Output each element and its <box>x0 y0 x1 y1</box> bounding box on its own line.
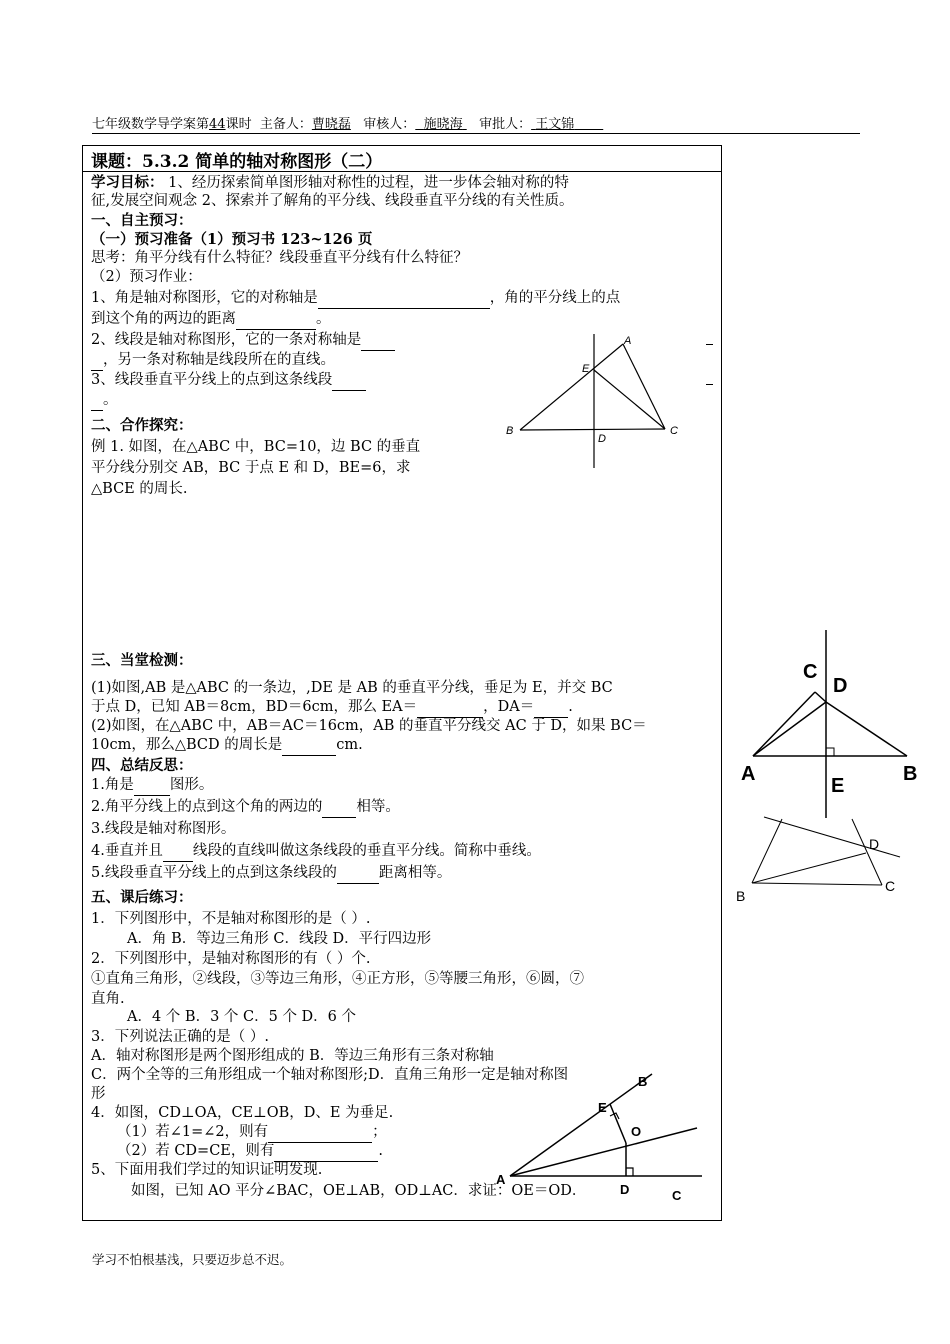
fig4-label-b: B <box>638 1074 648 1089</box>
worksheet-box <box>82 145 722 1221</box>
check-p1-cont: 于点 D，已知 AB＝8cm，BD＝6cm，那么 EA＝ ，DA＝ . <box>91 698 573 718</box>
example1-line1: 例 1. 如图，在△ABC 中，BC=10，边 BC 的垂直 <box>91 439 421 455</box>
example1-line2: 平分线分别交 AB，BC 于点 E 和 D，BE=6，求 <box>91 460 411 476</box>
check-p2: (2)如图，在△ABC 中，AB＝AC＝16cm，AB 的垂直平分线交 AC 于 D，如果 BC＝ <box>91 718 647 734</box>
angle-bisector-figure <box>492 1066 712 1206</box>
fig1-label-d: D <box>598 433 606 445</box>
exercise-1-options: A．角 B．等边三角形 C．线段 D．平行四边形 <box>127 931 432 947</box>
exercise-4-part1: （1）若∠1=∠2，则有 ； <box>117 1123 387 1143</box>
reviewer-name: 施晓海 <box>423 117 463 132</box>
preparer-label: 主备人： <box>259 117 312 132</box>
objectives-line2: 征,发展空间观念 2、探索并了解角的平分线、线段垂直平分线的有关性质。 <box>91 193 574 209</box>
lesson-title: 课题：5.3.2 简单的轴对称图形（二） <box>83 146 721 172</box>
reflect-5: 5.线段垂直平分线上的点到这条线段的 距离相等。 <box>91 864 451 884</box>
preview-q3: 3、线段垂直平分线上的点到这条线段 <box>91 371 366 391</box>
check-p1: (1)如图,AB 是△ABC 的一条边，,DE 是 AB 的垂直平分线，垂足为 E，并交 BC <box>91 680 613 696</box>
lesson-suffix: 课时 <box>225 117 252 132</box>
side-mark <box>706 384 713 385</box>
fig2-label-b: B <box>903 763 918 785</box>
check-p2-cont: 10cm，那么△BCD 的周长是 cm. <box>91 736 363 756</box>
fig4-label-o: O <box>631 1124 642 1139</box>
reflect-1: 1.角是 图形。 <box>91 776 213 796</box>
fig1-label-a: A <box>624 335 632 347</box>
preview-q1: 1、角是轴对称图形，它的对称轴是 ，角的平分线上的点 <box>91 289 620 309</box>
preview-q3-cont: 。 <box>91 391 118 411</box>
exercise-2: 2．下列图形中，是轴对称图形的有（ ）个. <box>91 951 371 967</box>
preview-prep: （一）预习准备（1）预习书 123~126 页 <box>91 231 373 248</box>
section4-heading: 四、总结反思： <box>91 757 193 774</box>
exercise-2-options: A．4 个 B．3 个 C．5 个 D．6 个 <box>127 1009 357 1025</box>
fig2-label-a: A <box>741 763 756 785</box>
section5-heading: 五、课后练习： <box>91 889 193 906</box>
fig1-label-c: C <box>670 425 678 437</box>
fig2-label-e: E <box>831 775 845 797</box>
approver-name: 王文锦 <box>535 117 575 132</box>
exercise-3-cd-cont: 形 <box>91 1086 106 1102</box>
side-mark <box>706 344 713 345</box>
fig1-label-b: B <box>506 425 514 437</box>
preview-q2-cont: ，另一条对称轴是线段所在的直线。 <box>91 351 335 371</box>
check-figure-1 <box>735 628 935 818</box>
fig4-label-e: E <box>598 1100 607 1115</box>
fig2-label-d: D <box>833 675 848 697</box>
check-figure-2 <box>732 815 912 907</box>
fig3-label-b: B <box>736 888 746 904</box>
objectives-line1: 学习目标： 1、经历探索简单图形轴对称性的过程，进一步体会轴对称的特 <box>91 174 569 191</box>
reflect-4: 4.垂直并且 线段的直线叫做这条线段的垂直平分线。简称中垂线。 <box>91 842 541 862</box>
example1-line3: △BCE 的周长. <box>91 481 188 497</box>
exercise-2-list: ①直角三角形，②线段，③等边三角形，④正方形，⑤等腰三角形，⑥圆，⑦ <box>91 971 584 987</box>
exercise-3-cd: C．两个全等的三角形组成一个轴对称图形;D．直角三角形一定是轴对称图 <box>91 1067 569 1083</box>
section2-heading: 二、合作探究： <box>91 417 193 434</box>
section3-heading: 三、当堂检测： <box>91 652 193 669</box>
preview-q2: 2、线段是轴对称图形，它的一条对称轴是 <box>91 331 395 351</box>
reflect-3: 3.线段是轴对称图形。 <box>91 821 236 837</box>
fig4-label-a: A <box>496 1172 506 1187</box>
fig4-label-d: D <box>620 1182 630 1197</box>
reviewer-label: 审核人： <box>363 117 416 132</box>
fig4-label-c: C <box>672 1188 682 1203</box>
fig1-label-e: E <box>582 363 590 375</box>
preparer-name: 曹晓磊 <box>311 117 351 132</box>
exercise-2-list-cont: 直角. <box>91 991 125 1007</box>
fig3-label-c: C <box>885 878 896 894</box>
exercise-4-part2: （2）若 CD=CE，则有 . <box>117 1142 383 1162</box>
preview-q1-cont: 到这个角的两边的距离 。 <box>91 310 331 330</box>
document-header <box>92 113 860 134</box>
reflect-2: 2.角平分线上的点到这个角的两边的 相等。 <box>91 798 400 818</box>
fig2-label-c: C <box>803 661 818 683</box>
grade-prefix: 七年级数学导学案第 <box>92 117 210 132</box>
exercise-3: 3．下列说法正确的是（ ）. <box>91 1029 269 1045</box>
think-question: 思考：角平分线有什么特征？线段垂直平分线有什么特征？ <box>91 250 468 266</box>
homework-label: （2）预习作业： <box>91 269 202 285</box>
section1-heading: 一、自主预习： <box>91 212 193 229</box>
exercise-5: 5、下面用我们学过的知识证明发现. <box>91 1162 323 1178</box>
approver-label: 审批人： <box>479 117 532 132</box>
lesson-number: 44 <box>209 117 226 132</box>
exercise-1: 1．下列图形中，不是轴对称图形的是（ ）. <box>91 911 371 927</box>
fig3-label-d: D <box>869 836 880 852</box>
exercise-3-ab: A．轴对称图形是两个图形组成的 B．等边三角形有三条对称轴 <box>91 1048 494 1064</box>
footer-motto: 学习不怕根基浅，只要迈步总不迟。 <box>92 1252 293 1267</box>
exercise-5-statement: 如图，已知 AO 平分∠BAC，OE⊥AB，OD⊥AC．求证：OE＝OD． <box>131 1183 587 1199</box>
example-triangle-figure <box>500 328 690 473</box>
exercise-4: 4．如图，CD⊥OA，CE⊥OB，D、E 为垂足. <box>91 1105 394 1121</box>
